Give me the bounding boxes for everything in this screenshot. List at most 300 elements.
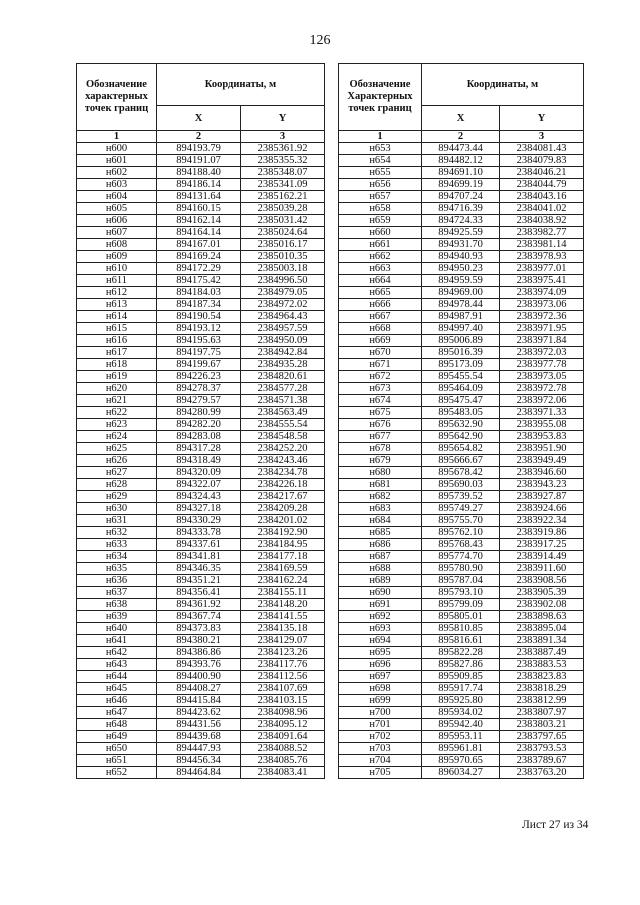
right-x-header: X: [422, 106, 500, 131]
x-value: 894162.14: [157, 215, 241, 227]
left-x-header: X: [157, 106, 241, 131]
y-value: 2384083.41: [241, 767, 325, 779]
right-coordinates-header: Координаты, м: [422, 64, 584, 106]
y-value: 2383908.56: [500, 575, 584, 587]
x-value: 895827.86: [422, 659, 500, 671]
column-gap: [325, 191, 339, 203]
point-id: н686: [339, 539, 422, 551]
y-value: 2383973.06: [500, 299, 584, 311]
x-value: 894199.67: [157, 359, 241, 371]
point-id: н640: [77, 623, 157, 635]
point-id: н680: [339, 467, 422, 479]
y-value: 2383898.63: [500, 611, 584, 623]
point-id: н614: [77, 311, 157, 323]
column-gap: [325, 659, 339, 671]
point-id: н608: [77, 239, 157, 251]
point-id: н703: [339, 743, 422, 755]
point-id: н702: [339, 731, 422, 743]
y-value: 2384044.79: [500, 179, 584, 191]
point-id: н657: [339, 191, 422, 203]
table-row: [77, 263, 584, 275]
x-value: 895787.04: [422, 575, 500, 587]
point-id: н698: [339, 683, 422, 695]
x-value: 895768.43: [422, 539, 500, 551]
y-value: 2385031.42: [241, 215, 325, 227]
column-gap: [325, 695, 339, 707]
x-value: 894191.07: [157, 155, 241, 167]
point-id: н687: [339, 551, 422, 563]
x-value: 894456.34: [157, 755, 241, 767]
x-value: 894987.91: [422, 311, 500, 323]
column-gap: [325, 323, 339, 335]
point-id: н601: [77, 155, 157, 167]
y-value: 2383887.49: [500, 647, 584, 659]
coordinates-table: [76, 63, 584, 779]
table-row: [77, 731, 584, 743]
y-value: 2383951.90: [500, 443, 584, 455]
column-gap: [325, 611, 339, 623]
x-value: 894188.40: [157, 167, 241, 179]
x-value: 894283.08: [157, 431, 241, 443]
column-gap: [325, 731, 339, 743]
table-row: [77, 635, 584, 647]
point-id: н665: [339, 287, 422, 299]
x-value: 895780.90: [422, 563, 500, 575]
column-gap: [325, 599, 339, 611]
point-id: н677: [339, 431, 422, 443]
y-value: 2383981.14: [500, 239, 584, 251]
column-gap: [325, 587, 339, 599]
x-value: 894324.43: [157, 491, 241, 503]
x-value: 894380.21: [157, 635, 241, 647]
x-value: 894431.56: [157, 719, 241, 731]
table-row: [77, 659, 584, 671]
point-id: н691: [339, 599, 422, 611]
y-value: 2384972.02: [241, 299, 325, 311]
column-gap: [325, 275, 339, 287]
point-id: н656: [339, 179, 422, 191]
x-value: 894691.10: [422, 167, 500, 179]
table-row: [77, 479, 584, 491]
x-value: 894386.86: [157, 647, 241, 659]
x-value: 894464.84: [157, 767, 241, 779]
point-id: н684: [339, 515, 422, 527]
column-gap: [325, 551, 339, 563]
point-id: н667: [339, 311, 422, 323]
point-id: н668: [339, 323, 422, 335]
y-value: 2384226.18: [241, 479, 325, 491]
right-y-header: Y: [500, 106, 584, 131]
table-row: [77, 395, 584, 407]
y-value: 2383953.83: [500, 431, 584, 443]
y-value: 2384155.11: [241, 587, 325, 599]
point-id: н646: [77, 695, 157, 707]
table-row: [77, 527, 584, 539]
y-value: 2383793.53: [500, 743, 584, 755]
column-gap: [325, 719, 339, 731]
table-row: [77, 671, 584, 683]
point-id: н697: [339, 671, 422, 683]
table-row: [77, 407, 584, 419]
y-value: 2385003.18: [241, 263, 325, 275]
x-value: 894716.39: [422, 203, 500, 215]
y-value: 2383895.04: [500, 623, 584, 635]
point-id: н692: [339, 611, 422, 623]
x-value: 894172.29: [157, 263, 241, 275]
point-id: н620: [77, 383, 157, 395]
y-value: 2384129.07: [241, 635, 325, 647]
y-value: 2383823.83: [500, 671, 584, 683]
y-value: 2385162.21: [241, 191, 325, 203]
y-value: 2384098.96: [241, 707, 325, 719]
point-id: н660: [339, 227, 422, 239]
y-value: 2384038.92: [500, 215, 584, 227]
y-value: 2384571.38: [241, 395, 325, 407]
point-id: н662: [339, 251, 422, 263]
table-row: [77, 239, 584, 251]
x-value: 894367.74: [157, 611, 241, 623]
y-value: 2383975.41: [500, 275, 584, 287]
point-id: н685: [339, 527, 422, 539]
column-gap: [325, 767, 339, 779]
point-id: н639: [77, 611, 157, 623]
x-value: 895816.61: [422, 635, 500, 647]
column-number: 1: [339, 131, 422, 143]
point-id: н674: [339, 395, 422, 407]
point-id: н695: [339, 647, 422, 659]
y-value: 2383927.87: [500, 491, 584, 503]
left-designation-header: Обозначение характерных точек границ: [77, 64, 157, 131]
x-value: 894193.12: [157, 323, 241, 335]
y-value: 2384950.09: [241, 335, 325, 347]
column-gap: [325, 215, 339, 227]
y-value: 2384957.59: [241, 323, 325, 335]
y-value: 2383917.25: [500, 539, 584, 551]
y-value: 2383972.03: [500, 347, 584, 359]
x-value: 894164.14: [157, 227, 241, 239]
column-gap: [325, 527, 339, 539]
table-row: [77, 503, 584, 515]
x-value: 894187.34: [157, 299, 241, 311]
point-id: н661: [339, 239, 422, 251]
table-row: [77, 155, 584, 167]
column-gap: [325, 263, 339, 275]
point-id: н618: [77, 359, 157, 371]
y-value: 2384041.02: [500, 203, 584, 215]
point-id: н613: [77, 299, 157, 311]
column-gap: [325, 383, 339, 395]
point-id: н682: [339, 491, 422, 503]
table-row: [77, 767, 584, 779]
y-value: 2385341.09: [241, 179, 325, 191]
point-id: н683: [339, 503, 422, 515]
point-id: н690: [339, 587, 422, 599]
table-row: [77, 623, 584, 635]
x-value: 894279.57: [157, 395, 241, 407]
y-value: 2384184.95: [241, 539, 325, 551]
y-value: 2383974.09: [500, 287, 584, 299]
x-value: 894950.23: [422, 263, 500, 275]
table-row: [77, 683, 584, 695]
x-value: 894197.75: [157, 347, 241, 359]
point-id: н676: [339, 419, 422, 431]
y-value: 2383807.97: [500, 707, 584, 719]
column-gap: [325, 143, 339, 155]
point-id: н701: [339, 719, 422, 731]
table-row: [77, 575, 584, 587]
point-id: н616: [77, 335, 157, 347]
point-id: н627: [77, 467, 157, 479]
y-value: 2384135.18: [241, 623, 325, 635]
y-value: 2385024.64: [241, 227, 325, 239]
point-id: н650: [77, 743, 157, 755]
x-value: 895483.05: [422, 407, 500, 419]
y-value: 2384979.05: [241, 287, 325, 299]
point-id: н628: [77, 479, 157, 491]
column-gap: [325, 371, 339, 383]
point-id: н699: [339, 695, 422, 707]
point-id: н632: [77, 527, 157, 539]
point-id: н673: [339, 383, 422, 395]
x-value: 894699.19: [422, 179, 500, 191]
x-value: 894322.07: [157, 479, 241, 491]
x-value: 895455.54: [422, 371, 500, 383]
point-id: н669: [339, 335, 422, 347]
table-row: [77, 419, 584, 431]
y-value: 2383914.49: [500, 551, 584, 563]
y-value: 2384209.28: [241, 503, 325, 515]
point-id: н636: [77, 575, 157, 587]
y-value: 2384252.20: [241, 443, 325, 455]
point-id: н642: [77, 647, 157, 659]
column-gap: [325, 635, 339, 647]
point-id: н633: [77, 539, 157, 551]
y-value: 2383972.78: [500, 383, 584, 395]
point-id: н696: [339, 659, 422, 671]
x-value: 895917.74: [422, 683, 500, 695]
y-value: 2384942.84: [241, 347, 325, 359]
column-gap: [325, 503, 339, 515]
x-value: 894473.44: [422, 143, 500, 155]
point-id: н625: [77, 443, 157, 455]
y-value: 2385361.92: [241, 143, 325, 155]
x-value: 894337.61: [157, 539, 241, 551]
column-gap: [325, 359, 339, 371]
y-value: 2383955.08: [500, 419, 584, 431]
column-gap: [325, 575, 339, 587]
y-value: 2383949.49: [500, 455, 584, 467]
x-value: 894959.59: [422, 275, 500, 287]
y-value: 2383922.34: [500, 515, 584, 527]
y-value: 2383972.06: [500, 395, 584, 407]
column-gap: [325, 407, 339, 419]
column-gap: [325, 311, 339, 323]
y-value: 2384555.54: [241, 419, 325, 431]
table-row: [77, 371, 584, 383]
column-gap: [325, 443, 339, 455]
y-value: 2384996.50: [241, 275, 325, 287]
table-row: [77, 215, 584, 227]
table-row: [77, 347, 584, 359]
point-id: н663: [339, 263, 422, 275]
point-id: н651: [77, 755, 157, 767]
y-value: 2385010.35: [241, 251, 325, 263]
y-value: 2384964.43: [241, 311, 325, 323]
x-value: 895690.03: [422, 479, 500, 491]
point-id: н644: [77, 671, 157, 683]
x-value: 895475.47: [422, 395, 500, 407]
point-id: н678: [339, 443, 422, 455]
x-value: 894131.64: [157, 191, 241, 203]
point-id: н704: [339, 755, 422, 767]
y-value: 2384095.12: [241, 719, 325, 731]
x-value: 894278.37: [157, 383, 241, 395]
x-value: 895678.42: [422, 467, 500, 479]
column-gap: [325, 671, 339, 683]
x-value: 894940.93: [422, 251, 500, 263]
table-row: [77, 287, 584, 299]
y-value: 2383797.65: [500, 731, 584, 743]
column-gap: [325, 563, 339, 575]
table-row: [77, 191, 584, 203]
y-value: 2383763.20: [500, 767, 584, 779]
y-value: 2383919.86: [500, 527, 584, 539]
column-gap: [325, 167, 339, 179]
x-value: 894341.81: [157, 551, 241, 563]
column-gap: [325, 179, 339, 191]
table-row: [77, 743, 584, 755]
x-value: 895006.89: [422, 335, 500, 347]
y-value: 2384234.78: [241, 467, 325, 479]
column-gap: [325, 287, 339, 299]
x-value: 894408.27: [157, 683, 241, 695]
x-value: 896034.27: [422, 767, 500, 779]
point-id: н622: [77, 407, 157, 419]
x-value: 894160.15: [157, 203, 241, 215]
x-value: 895909.85: [422, 671, 500, 683]
point-id: н624: [77, 431, 157, 443]
x-value: 894280.99: [157, 407, 241, 419]
y-value: 2383977.01: [500, 263, 584, 275]
table-row: [77, 515, 584, 527]
y-value: 2383971.84: [500, 335, 584, 347]
y-value: 2383978.93: [500, 251, 584, 263]
column-number: 1: [77, 131, 157, 143]
point-id: н688: [339, 563, 422, 575]
point-id: н675: [339, 407, 422, 419]
column-gap: [325, 467, 339, 479]
point-id: н617: [77, 347, 157, 359]
x-value: 894320.09: [157, 467, 241, 479]
right-designation-header: Обозначение Характерных точек границ: [339, 64, 422, 131]
x-value: 894997.40: [422, 323, 500, 335]
column-number: 2: [157, 131, 241, 143]
x-value: 894724.33: [422, 215, 500, 227]
y-value: 2385016.17: [241, 239, 325, 251]
point-id: н641: [77, 635, 157, 647]
y-value: 2384141.55: [241, 611, 325, 623]
y-value: 2384081.43: [500, 143, 584, 155]
point-id: н606: [77, 215, 157, 227]
x-value: 894393.76: [157, 659, 241, 671]
left-y-header: Y: [241, 106, 325, 131]
point-id: н655: [339, 167, 422, 179]
point-id: н626: [77, 455, 157, 467]
y-value: 2383818.29: [500, 683, 584, 695]
y-value: 2384117.76: [241, 659, 325, 671]
table-row: [77, 587, 584, 599]
column-gap: [325, 455, 339, 467]
y-value: 2384201.02: [241, 515, 325, 527]
column-gap: [325, 755, 339, 767]
x-value: 894169.24: [157, 251, 241, 263]
x-value: 894351.21: [157, 575, 241, 587]
y-value: 2384091.64: [241, 731, 325, 743]
point-id: н612: [77, 287, 157, 299]
table-row: [77, 707, 584, 719]
point-id: н679: [339, 455, 422, 467]
column-gap: [325, 347, 339, 359]
x-value: 895654.82: [422, 443, 500, 455]
x-value: 894333.78: [157, 527, 241, 539]
x-value: 894931.70: [422, 239, 500, 251]
x-value: 894190.54: [157, 311, 241, 323]
table-row: [77, 695, 584, 707]
point-id: н689: [339, 575, 422, 587]
column-gap: [325, 491, 339, 503]
table-row: [77, 539, 584, 551]
point-id: н603: [77, 179, 157, 191]
table-row: [77, 647, 584, 659]
y-value: 2383977.78: [500, 359, 584, 371]
column-gap: [325, 431, 339, 443]
table-row: [77, 323, 584, 335]
x-value: 894356.41: [157, 587, 241, 599]
y-value: 2383812.99: [500, 695, 584, 707]
x-value: 895961.81: [422, 743, 500, 755]
point-id: н694: [339, 635, 422, 647]
point-id: н672: [339, 371, 422, 383]
sheet-footer: Лист 27 из 34: [522, 819, 589, 831]
point-id: н670: [339, 347, 422, 359]
table-row: [77, 455, 584, 467]
table-row: [77, 227, 584, 239]
x-value: 894167.01: [157, 239, 241, 251]
y-value: 2383789.67: [500, 755, 584, 767]
point-id: н666: [339, 299, 422, 311]
point-id: н693: [339, 623, 422, 635]
column-gap: [325, 623, 339, 635]
x-value: 895749.27: [422, 503, 500, 515]
point-id: н600: [77, 143, 157, 155]
y-value: 2384177.18: [241, 551, 325, 563]
left-coordinates-header: Координаты, м: [157, 64, 325, 106]
table-row: [77, 467, 584, 479]
point-id: н705: [339, 767, 422, 779]
x-value: 894707.24: [422, 191, 500, 203]
point-id: н615: [77, 323, 157, 335]
column-gap: [325, 479, 339, 491]
y-value: 2383973.05: [500, 371, 584, 383]
y-value: 2383972.36: [500, 311, 584, 323]
table-row: [77, 251, 584, 263]
x-value: 894423.62: [157, 707, 241, 719]
point-id: н653: [339, 143, 422, 155]
column-gap: [325, 251, 339, 263]
x-value: 894439.68: [157, 731, 241, 743]
x-value: 895666.67: [422, 455, 500, 467]
x-value: 894978.44: [422, 299, 500, 311]
